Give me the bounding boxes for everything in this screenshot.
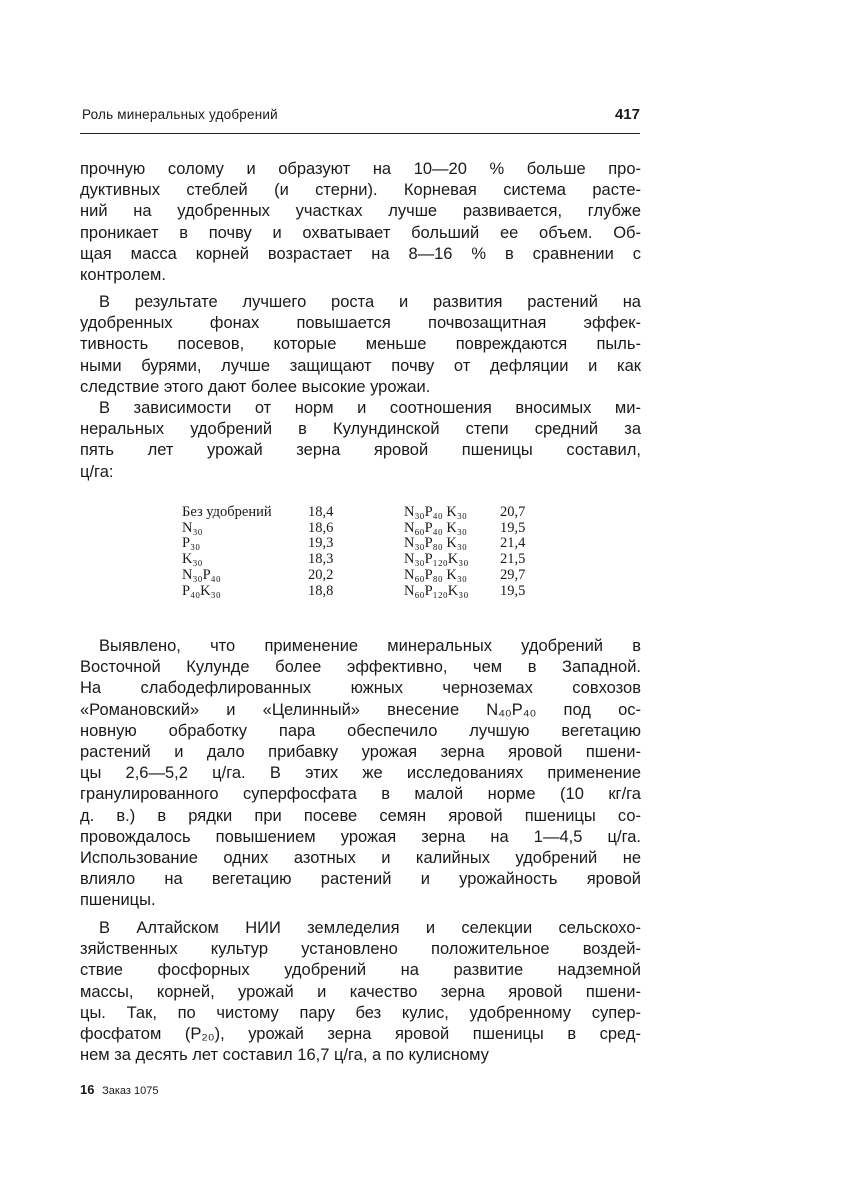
- text-line: новную обработку пара обеспечило лучшую вегетацию: [80, 721, 641, 740]
- text-line: дуктивных стеблей (и стерни). Корневая система расте-: [80, 181, 641, 200]
- paragraph-3: [80, 398, 641, 483]
- variant-label: N₃₀P₁₂₀K₃₀: [404, 551, 469, 568]
- yield-value: 19,3: [308, 535, 334, 552]
- paragraph-4: [80, 636, 641, 912]
- text-line: «Романовский» и «Целинный» внесение N₄₀P₄₀ под ос-: [80, 700, 641, 719]
- paragraph-1: [80, 159, 641, 286]
- text-line: фосфатом (P₂₀), урожай зерна яровой пшеницы в сред-: [80, 1025, 641, 1044]
- text-line: нем за десять лет составил 16,7 ц/га, а по кулисному: [80, 1046, 489, 1065]
- table-row: [182, 584, 540, 600]
- text-line: ний на удобренных участках лучше развивается, глубже: [80, 202, 641, 221]
- text-line: цы 2,6—5,2 ц/га. В этих же исследованиях применение: [80, 764, 641, 783]
- table-row: [182, 505, 540, 521]
- variant-label: P₃₀: [182, 535, 201, 552]
- text-line: ствие фосфорных удобрений на развитие надземной: [80, 961, 641, 980]
- paragraph-2: [80, 292, 641, 398]
- variant-label: N₆₀P₁₂₀K₃₀: [404, 582, 469, 599]
- text-line: щая масса корней возрастает на 8—16 % в сравнении с: [80, 244, 641, 263]
- variant-label: N₆₀P₈₀ K₃₀: [404, 566, 467, 583]
- variant-label: P₄₀K₃₀: [182, 582, 221, 599]
- text-line: Восточной Кулунде более эффективно, чем в Западной.: [80, 658, 641, 677]
- text-line: массы, корней, урожай и качество зерна яровой пшени-: [80, 982, 641, 1001]
- text-line: д. в.) в рядки при посеве семян яровой пшеницы со-: [80, 806, 641, 825]
- text-line: пшеницы.: [80, 891, 156, 910]
- variant-label: N₃₀: [182, 519, 203, 536]
- text-line: цы. Так, по чистому пару без кулис, удобренному супер-: [80, 1003, 641, 1022]
- text-line: прочную солому и образуют на 10—20 % больше про-: [80, 160, 641, 178]
- text-line: ц/га:: [80, 462, 114, 481]
- yield-value: 20,7: [500, 504, 526, 520]
- text-line: В результате лучшего роста и развития растений на: [99, 293, 641, 311]
- text-line: гранулированного суперфосфата в малой норме (10 кг/га: [80, 785, 641, 804]
- text-line: неральных удобрений в Кулундинской степи средний за: [80, 420, 641, 439]
- text-line: влияло на вегетацию растений и урожайность яровой: [80, 870, 641, 889]
- text-line: Использование одних азотных и калийных удобрений не: [80, 849, 641, 868]
- running-title: Роль минеральных удобрений: [82, 107, 278, 122]
- running-header: [80, 103, 640, 134]
- yield-value: 18,3: [308, 551, 334, 568]
- variant-label: N₃₀P₄₀: [182, 566, 221, 583]
- order-label: Заказ 1075: [102, 1085, 159, 1097]
- text-line: зяйственных культур установлено положительное воздей-: [80, 940, 641, 959]
- yield-value: 18,8: [308, 582, 334, 599]
- text-line: удобренных фонах повышается почвозащитная эффек-: [80, 314, 641, 333]
- text-line: В Алтайском НИИ земледелия и селекции сельскохо-: [99, 919, 641, 937]
- variant-label: N₃₀P₄₀ K₃₀: [404, 504, 467, 520]
- yield-value: 20,2: [308, 566, 334, 583]
- text-line: следствие этого дают более высокие урожаи.: [80, 377, 431, 396]
- table-row: [182, 536, 540, 552]
- text-line: тивность посевов, которые меньше повреждаются пыль-: [80, 335, 641, 354]
- text-line: В зависимости от норм и соотношения вносимых ми-: [99, 399, 641, 417]
- sheet-number: 16: [80, 1082, 95, 1097]
- yield-value: 21,4: [500, 535, 526, 552]
- text-line: Выявлено, что применение минеральных удобрений в: [99, 637, 641, 655]
- page-footer: [80, 1082, 158, 1097]
- variant-label: K₃₀: [182, 551, 203, 568]
- paragraph-5: [80, 918, 641, 1066]
- yield-value: 18,4: [308, 504, 334, 520]
- yield-value: 29,7: [500, 566, 526, 583]
- text-line: ными бурями, лучше защищают почву от дефляции и как: [80, 356, 641, 375]
- variant-label: Без удобрений: [182, 504, 272, 520]
- text-line: провождалось повышением урожая зерна на 1—4,5 ц/га.: [80, 827, 641, 846]
- yield-table: [182, 505, 540, 599]
- page-number: 417: [614, 106, 640, 123]
- table-row: [182, 568, 540, 584]
- table-row: [182, 521, 540, 537]
- yield-value: 19,5: [500, 519, 526, 536]
- text-line: проникает в почву и охватывает больший ее объем. Об-: [80, 223, 641, 242]
- yield-value: 19,5: [500, 582, 526, 599]
- text-line: На слабодефлированных южных черноземах совхозов: [80, 679, 641, 698]
- yield-value: 21,5: [500, 551, 526, 568]
- yield-value: 18,6: [308, 519, 334, 536]
- text-line: растений и дало прибавку урожая зерна яровой пшени-: [80, 743, 641, 762]
- text-line: пять лет урожай зерна яровой пшеницы составил,: [80, 441, 641, 460]
- table-row: [182, 552, 540, 568]
- variant-label: N₆₀P₄₀ K₃₀: [404, 519, 467, 536]
- variant-label: N₃₀P₈₀ K₃₀: [404, 535, 467, 552]
- text-line: контролем.: [80, 266, 166, 285]
